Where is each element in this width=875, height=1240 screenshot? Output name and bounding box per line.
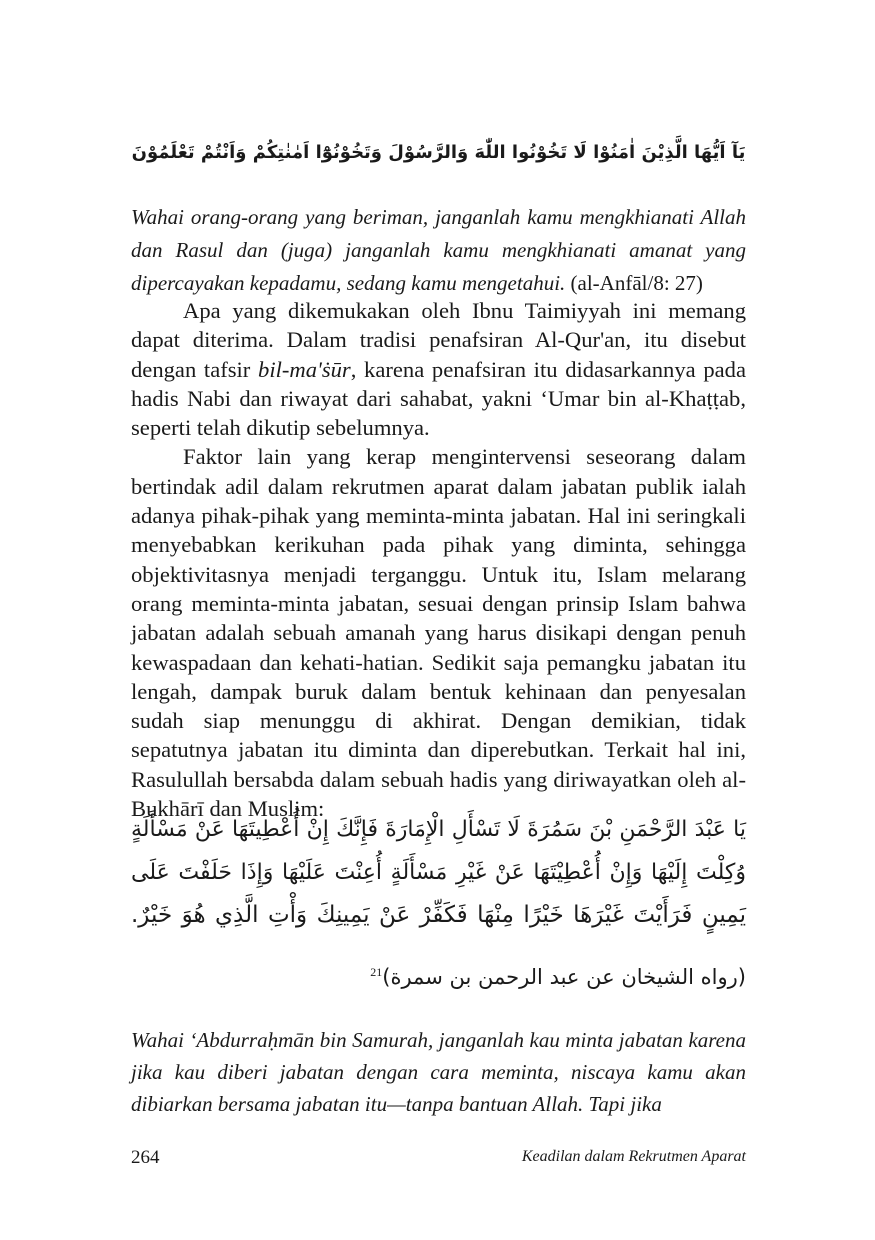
footnote-marker[interactable]: 21 <box>370 965 383 979</box>
hadith-translation: Wahai ‘Abdurraḥmān bin Samurah, janganlah kau minta jabatan karena jika kau diberi jabatan dengan cara meminta, niscaya kamu akan dibiarkan bersama jabatan itu—tanpa bantuan Allah. Tapi jika <box>131 1028 746 1116</box>
body-paragraphs <box>131 296 746 823</box>
hadith-line-2: وُكِلْتَ إِلَيْهَا وَإِنْ أُعْطِيْتَهَا عَنْ غَيْرِ مَسْأَلَةٍ أُعِنْتَ عَلَيْهَا وَإِذَا حَلَفْتَ عَلَى <box>131 860 746 885</box>
verse-translation <box>131 201 746 300</box>
paragraph-1 <box>131 296 746 442</box>
paragraph-2: Faktor lain yang kerap mengintervensi seseorang dalam bertindak adil dalam rekrutmen aparat dalam jabatan publik ialah adanya pihak-pihak yang meminta-minta jabatan. Hal ini seringkali menyebabkan kerikuhan pada pihak yang diminta, sehingga objektivitasnya menjadi terganggu. Untuk itu, Islam melarang orang meminta-minta jabatan, sesuai dengan prinsip Islam bahwa jabatan adalah sebuah amanah yang harus disikapi dengan penuh kewaspadaan dan kehati-hatian. Sedikit saja pemangku jabatan itu lengah, dampak buruk dalam bentuk kehinaan dan penyesalan sudah siap menunggu di akhirat. Dengan demikian, tidak sepatutnya jabatan itu diminta dan diperebutkan. Terkait hal ini, Rasulullah bersabda dalam sebuah hadis yang diriwayatkan oleh al-Bukhārī dan Muslim: <box>131 444 746 822</box>
hadith-arabic <box>131 808 746 937</box>
verse-reference: (al-Anfāl/8: 27) <box>565 271 703 295</box>
hadith-source <box>370 965 746 989</box>
term-bil-masur: bil-ma'ṡūr <box>258 356 351 382</box>
quran-verse-arabic: يَآ اَيُّهَا الَّذِيْنَ اٰمَنُوْا لَا تَخُوْنُوا اللّٰهَ وَالرَّسُوْلَ وَتَخُوْنُوْٓا اَمٰنٰتِكُمْ وَاَنْتُمْ تَعْلَمُوْنَ <box>131 142 746 163</box>
paragraph-1-part-b: , karena penafsiran itu didasarkannya pada hadis Nabi dan riwayat dari sahabat, yakni ‘Umar bin al-Khaṭṭab, seperti telah dikutip sebelumnya. <box>131 356 746 441</box>
hadith-line-1: يَا عَبْدَ الرَّحْمَنِ بْنَ سَمُرَةَ لَا تَسْأَلِ الْإِمَارَةَ فَإِنَّكَ إِنْ أُعْطِيتَهَا عَنْ مَسْأَلَةٍ <box>131 817 746 842</box>
paragraph-1-part-a: Apa yang dikemukakan oleh Ibnu Taimiyyah ini memang dapat diterima. Dalam tradisi penafsiran Al-Qur'an, itu disebut dengan tafsir <box>131 298 746 382</box>
hadith-line-3: يَمِينٍ فَرَأَيْتَ غَيْرَهَا خَيْرًا مِنْهَا فَكَفِّرْ عَنْ يَمِينِكَ وَأْتِ الَّذِي هُوَ خَيْرٌ. <box>131 902 746 928</box>
hadith-source-text: (رواه الشيخان عن عبد الرحمن بن سمرة) <box>382 965 746 989</box>
running-footer-title: Keadilan dalam Rekrutmen Aparat <box>521 1148 746 1165</box>
verse-translation-text: Wahai orang-orang yang beriman, janganlah kamu mengkhianati Allah dan Rasul dan (juga) janganlah kamu mengkhianati amanat yang dipercayakan kepadamu, sedang kamu mengetahui. <box>131 205 746 295</box>
page-number: 264 <box>131 1147 160 1168</box>
